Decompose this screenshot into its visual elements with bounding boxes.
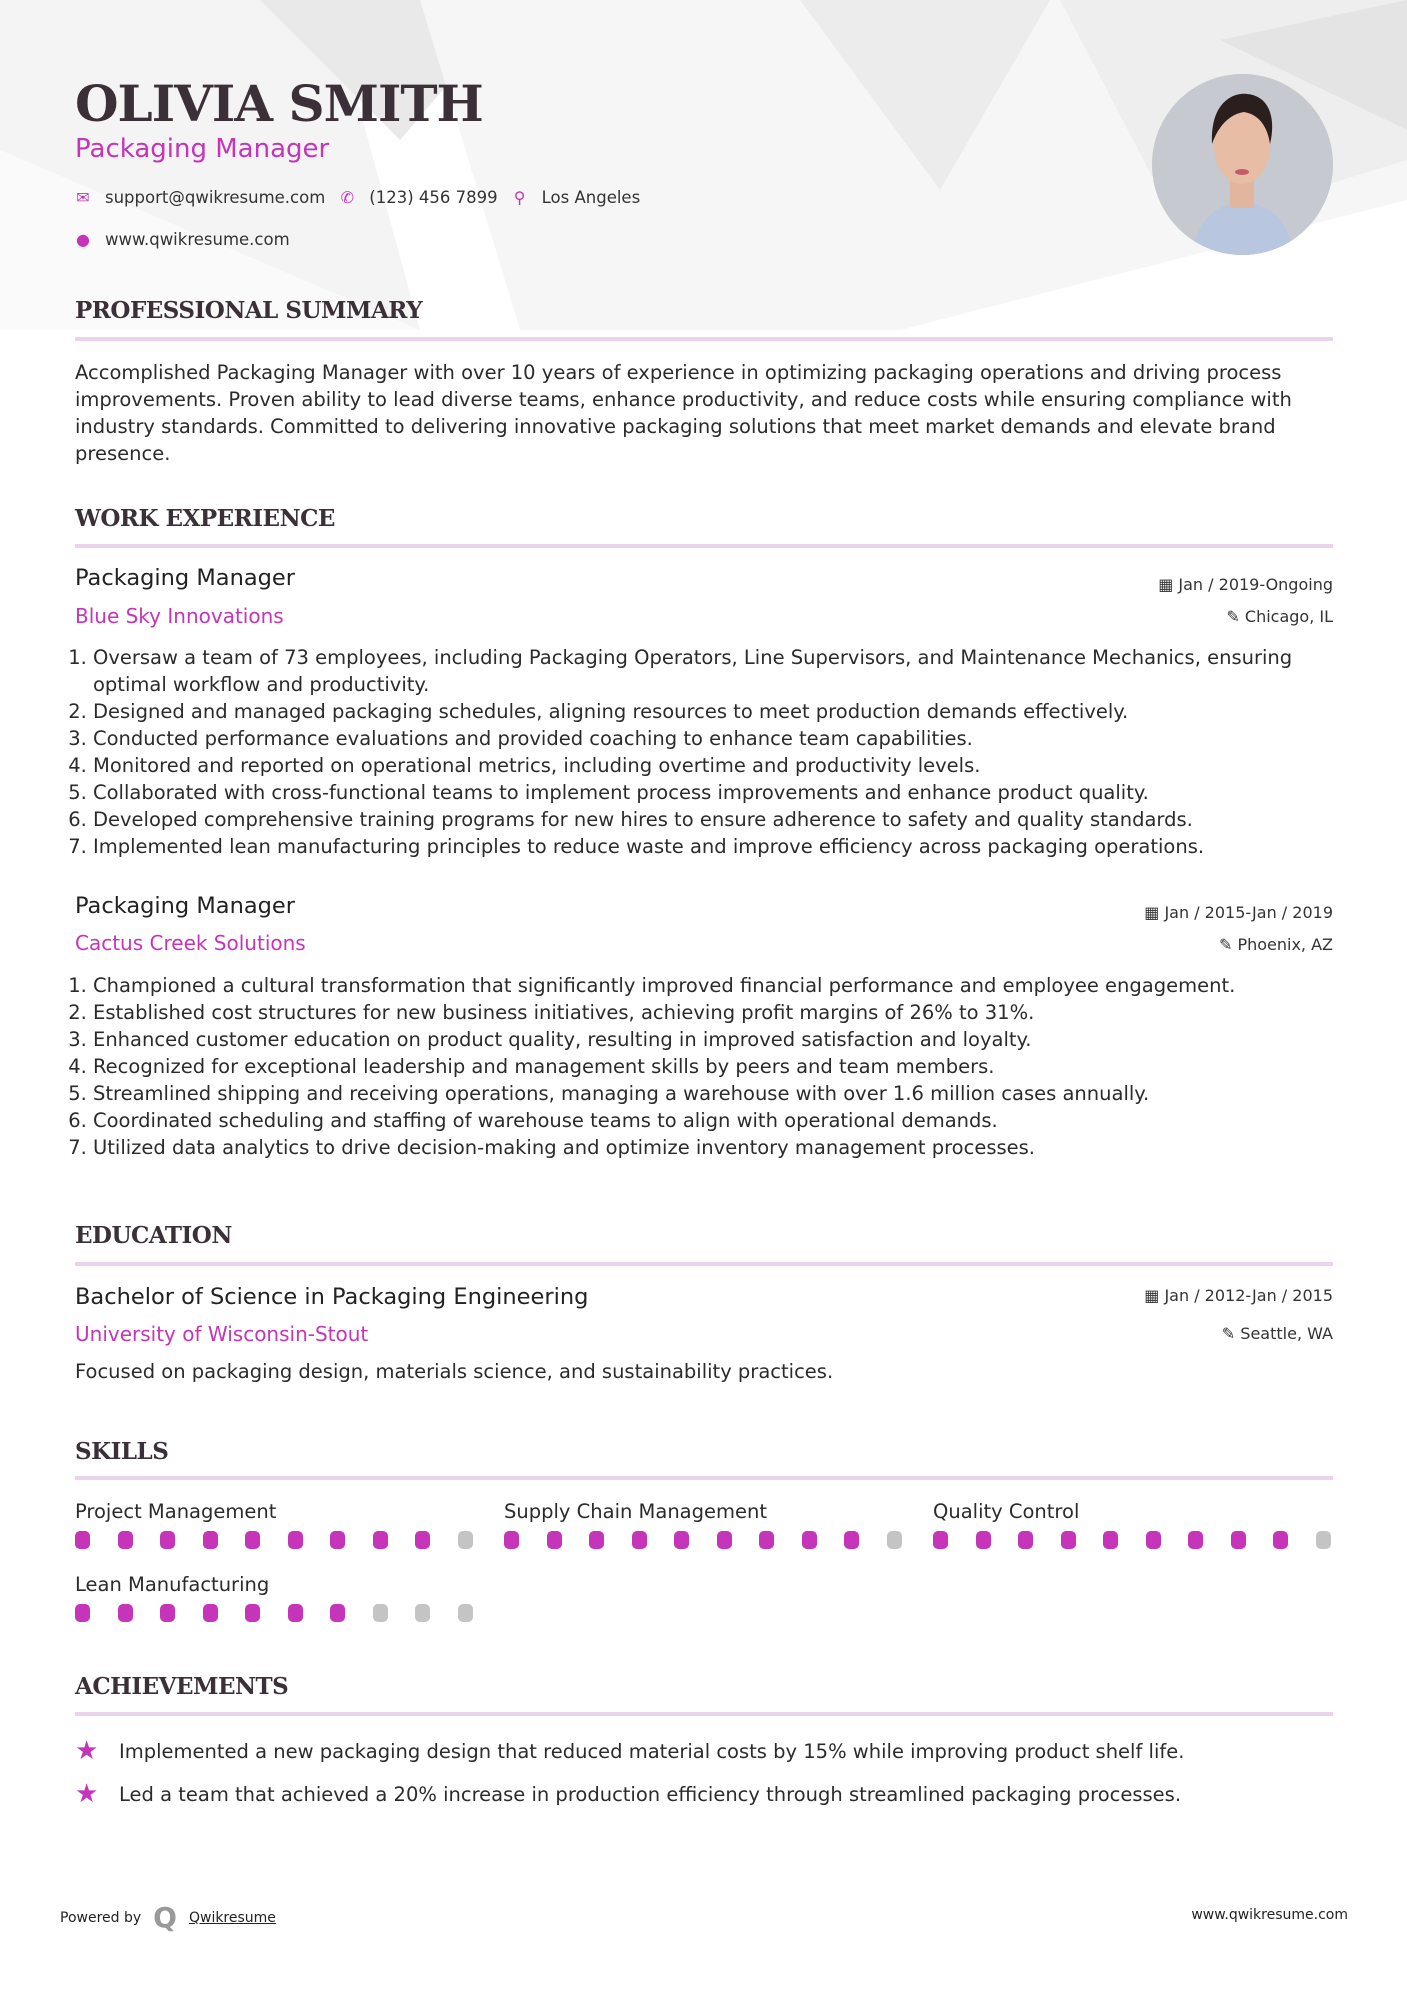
bullet: 1. Championed a cultural transformation that significantly improved financial performance and employee engagement. <box>93 972 1340 999</box>
brand-link[interactable]: Qwikresume <box>188 1910 276 1926</box>
rating-dot-filled <box>1103 1531 1118 1549</box>
bullet: 5. Collaborated with cross-functional teams to implement process improvements and enhance product quality. <box>93 779 1340 806</box>
rating-dot-empty <box>415 1604 430 1622</box>
job-location: ✎ Chicago, IL <box>1226 607 1333 626</box>
rating-dot-filled <box>160 1531 175 1549</box>
divider <box>75 544 1333 548</box>
rating-dot-filled <box>118 1531 133 1549</box>
job-role: Packaging Manager <box>75 893 295 919</box>
rating-dot-filled <box>330 1531 345 1549</box>
skill-item: Quality Control <box>933 1500 1362 1549</box>
achievement-item: ★ Implemented a new packaging design that reduced material costs by 15% while improving product shelf life. <box>75 1736 1185 1766</box>
rating-dot-filled <box>1188 1531 1203 1549</box>
rating-dot-filled <box>415 1531 430 1549</box>
divider <box>75 337 1333 341</box>
footer-powered: Powered by Q Qwikresume <box>60 1901 276 1934</box>
email[interactable]: support@qwikresume.com <box>105 188 326 207</box>
job-company: Cactus Creek Solutions <box>75 931 306 955</box>
bullet: 1. Oversaw a team of 73 employees, including Packaging Operators, Line Supervisors, and Maintenance Mechanics, ensuring optimal workflow and productivity. <box>93 644 1340 698</box>
job-dates: ▦ Jan / 2019-Ongoing <box>1158 575 1333 594</box>
pin-icon: ✎ <box>1221 1324 1241 1343</box>
skill-item: Project Management <box>75 1500 504 1549</box>
rating-dot-filled <box>203 1604 218 1622</box>
rating-dot-filled <box>1146 1531 1161 1549</box>
rating-dot-filled <box>1061 1531 1076 1549</box>
rating-dot-filled <box>759 1531 774 1549</box>
job-location: ✎ Phoenix, AZ <box>1218 935 1333 954</box>
calendar-icon: ▦ <box>1144 1286 1165 1305</box>
bullet: 7. Utilized data analytics to drive decision-making and optimize inventory management processes. <box>93 1134 1340 1161</box>
qwikresume-logo-icon: Q <box>153 1901 177 1934</box>
profile-photo <box>1152 74 1333 255</box>
rating-dot-empty <box>458 1531 473 1549</box>
website[interactable]: www.qwikresume.com <box>105 230 290 249</box>
location: Los Angeles <box>541 188 641 207</box>
rating-dot-filled <box>373 1531 388 1549</box>
rating-dot-filled <box>717 1531 732 1549</box>
school: University of Wisconsin-Stout <box>75 1322 369 1346</box>
rating-dot-filled <box>288 1531 303 1549</box>
star-icon: ★ <box>75 1736 99 1766</box>
rating-dot-filled <box>160 1604 175 1622</box>
rating-dot-filled <box>844 1531 859 1549</box>
education-location: ✎ Seattle, WA <box>1221 1324 1333 1343</box>
education-dates: ▦ Jan / 2012-Jan / 2015 <box>1144 1286 1333 1305</box>
website-row <box>73 230 290 249</box>
map-pin-icon: ⚲ <box>513 188 526 207</box>
summary-heading: PROFESSIONAL SUMMARY <box>75 297 423 324</box>
divider <box>75 1712 1333 1716</box>
envelope-icon: ✉ <box>76 188 90 207</box>
summary-text: Accomplished Packaging Manager with over 10 years of experience in optimizing packaging operations and driving process improvements. Proven ability to lead diverse teams, enhance productivity, and reduce costs while ensuring compliance with industry standards. Committed to delivering innovative packaging solutions that meet market demands and elevate brand presence. <box>75 361 1292 465</box>
star-icon: ★ <box>75 1779 99 1809</box>
rating-dot-filled <box>933 1531 948 1549</box>
rating-dot-empty <box>1316 1531 1331 1549</box>
rating-dot-filled <box>1273 1531 1288 1549</box>
rating-dot-filled <box>330 1604 345 1622</box>
rating-dot-filled <box>75 1531 90 1549</box>
rating-dot-filled <box>245 1531 260 1549</box>
divider <box>75 1262 1333 1266</box>
candidate-title: Packaging Manager <box>75 134 330 164</box>
rating-dot-filled <box>547 1531 562 1549</box>
achievement-item: ★ Led a team that achieved a 20% increase in production efficiency through streamlined packaging processes. <box>75 1779 1182 1809</box>
rating-dot-empty <box>373 1604 388 1622</box>
pin-icon: ✎ <box>1218 935 1238 954</box>
degree: Bachelor of Science in Packaging Engineering <box>75 1284 589 1310</box>
rating-dot-filled <box>802 1531 817 1549</box>
rating-dot-filled <box>288 1604 303 1622</box>
skills-heading: SKILLS <box>75 1438 169 1465</box>
rating-dot-filled <box>1231 1531 1246 1549</box>
rating-dot-empty <box>887 1531 902 1549</box>
skill-item: Supply Chain Management <box>504 1500 933 1549</box>
phone: (123) 456 7899 <box>369 188 498 207</box>
bullet: 2. Established cost structures for new business initiatives, achieving profit margins of 26% to 31%. <box>93 999 1340 1026</box>
rating-dot-filled <box>203 1531 218 1549</box>
job-bullets <box>75 644 1340 860</box>
experience-heading: WORK EXPERIENCE <box>75 505 335 532</box>
bullet: 6. Developed comprehensive training programs for new hires to ensure adherence to safety and quality standards. <box>93 806 1340 833</box>
skill-item: Lean Manufacturing <box>75 1573 504 1622</box>
bullet: 2. Designed and managed packaging schedules, aligning resources to meet production demands effectively. <box>93 698 1340 725</box>
bullet: 3. Enhanced customer education on product quality, resulting in improved satisfaction and loyalty. <box>93 1026 1340 1053</box>
calendar-icon: ▦ <box>1144 903 1165 922</box>
education-description: Focused on packaging design, materials science, and sustainability practices. <box>75 1360 834 1383</box>
rating-dot-filled <box>245 1604 260 1622</box>
bullet: 4. Monitored and reported on operational metrics, including overtime and productivity levels. <box>93 752 1340 779</box>
calendar-icon: ▦ <box>1158 575 1179 594</box>
pin-icon: ✎ <box>1226 607 1245 626</box>
job-company: Blue Sky Innovations <box>75 604 284 628</box>
divider <box>75 1476 1333 1480</box>
job-bullets <box>75 972 1340 1161</box>
job-dates: ▦ Jan / 2015-Jan / 2019 <box>1144 903 1333 922</box>
bullet: 5. Streamlined shipping and receiving operations, managing a warehouse with over 1.6 million cases annually. <box>93 1080 1340 1107</box>
rating-dot-filled <box>118 1604 133 1622</box>
rating-dot-filled <box>75 1604 90 1622</box>
bullet: 4. Recognized for exceptional leadership and management skills by peers and team members. <box>93 1053 1340 1080</box>
achievements-heading: ACHIEVEMENTS <box>75 1673 289 1700</box>
contact-row <box>73 188 640 207</box>
rating-dot-filled <box>976 1531 991 1549</box>
rating-dot-filled <box>632 1531 647 1549</box>
rating-dot-empty <box>458 1604 473 1622</box>
bullet: 7. Implemented lean manufacturing principles to reduce waste and improve efficiency across packaging operations. <box>93 833 1340 860</box>
rating-dot-filled <box>504 1531 519 1549</box>
footer-website[interactable]: www.qwikresume.com <box>1191 1907 1348 1923</box>
job-role: Packaging Manager <box>75 565 295 591</box>
rating-dot-filled <box>589 1531 604 1549</box>
rating-dot-filled <box>674 1531 689 1549</box>
globe-icon: ● <box>76 230 90 249</box>
rating-dot-filled <box>1018 1531 1033 1549</box>
bullet: 6. Coordinated scheduling and staffing of warehouse teams to align with operational demands. <box>93 1107 1340 1134</box>
bullet: 3. Conducted performance evaluations and provided coaching to enhance team capabilities. <box>93 725 1340 752</box>
phone-icon: ✆ <box>340 188 354 207</box>
education-heading: EDUCATION <box>75 1222 232 1249</box>
candidate-name: OLIVIA SMITH <box>75 74 483 133</box>
